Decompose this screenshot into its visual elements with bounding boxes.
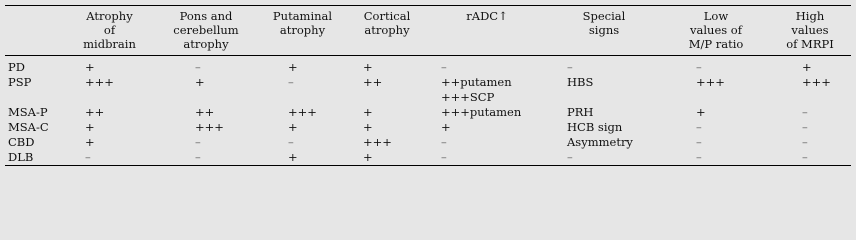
column-header-text: atrophy	[279, 23, 326, 37]
table-cell	[545, 105, 663, 120]
table-cell	[67, 56, 152, 76]
table-cell	[545, 150, 663, 166]
column-header-text: Cortical	[363, 9, 411, 23]
column-header	[67, 6, 152, 56]
cell-value: –	[288, 75, 294, 89]
table-cell	[545, 56, 663, 76]
table-cell	[545, 135, 663, 150]
table-cell	[345, 105, 429, 120]
table-cell	[152, 75, 260, 105]
table-cell	[345, 56, 429, 76]
cell-value: +	[195, 75, 205, 89]
column-header-text: rADC↑	[466, 9, 508, 23]
table-cell	[152, 120, 260, 135]
table-cell	[663, 150, 769, 166]
header-cell-empty	[5, 6, 67, 56]
table-cell	[769, 135, 851, 150]
table-cell	[769, 56, 851, 76]
table-body	[5, 56, 851, 166]
column-header-text: Low	[703, 9, 729, 23]
column-header-text: Putaminal	[272, 9, 333, 23]
cell-value: +	[85, 120, 95, 134]
cell-value: +	[288, 120, 298, 134]
cell-value: –	[802, 150, 808, 164]
table-row	[5, 56, 851, 76]
column-header-text: Pons and	[179, 9, 233, 23]
cell-value: +	[288, 60, 298, 74]
column-header-text: atrophy	[183, 37, 229, 51]
column-header-text: Atrophy	[86, 9, 133, 23]
cell-value: +++	[195, 120, 224, 134]
table-cell	[663, 105, 769, 120]
cell-value: +	[85, 60, 95, 74]
cell-value: –	[85, 150, 91, 164]
column-header-text: M/P ratio	[688, 37, 744, 51]
table-cell	[663, 75, 769, 105]
cell-value: –	[696, 120, 702, 134]
column-header-text: values	[791, 23, 829, 37]
cell-value: +	[696, 105, 706, 119]
cell-value: –	[567, 150, 573, 164]
table-cell	[769, 105, 851, 120]
cell-value: +++	[696, 75, 725, 89]
table-cell	[67, 75, 152, 105]
row-label: PD	[8, 60, 25, 74]
row-label: MSA-P	[8, 105, 48, 119]
column-header-text: values of	[690, 23, 742, 37]
column-header-text: atrophy	[364, 23, 410, 37]
cell-value: –	[195, 150, 201, 164]
cell-value: –	[567, 60, 573, 74]
table-cell	[345, 75, 429, 105]
cell-value: –	[802, 135, 808, 149]
cell-value: –	[441, 150, 447, 164]
table-row	[5, 120, 851, 135]
column-header	[545, 6, 663, 56]
table-cell	[260, 120, 345, 135]
cell-value: +++	[802, 75, 831, 89]
cell-value: +	[363, 150, 373, 164]
table-cell	[429, 105, 545, 120]
table-cell	[429, 150, 545, 166]
cell-value: +++putamen	[441, 105, 522, 119]
table-cell	[152, 56, 260, 76]
table-row	[5, 135, 851, 150]
cell-value: +	[441, 120, 451, 134]
cell-value: +++	[288, 105, 317, 119]
table-cell	[67, 120, 152, 135]
table-cell	[545, 75, 663, 105]
cell-value: HCB sign	[567, 120, 623, 134]
table-cell	[152, 135, 260, 150]
column-header-text: High	[795, 9, 825, 23]
table-cell	[429, 75, 545, 105]
table-cell	[663, 120, 769, 135]
cell-value: +	[288, 150, 298, 164]
cell-value: +	[802, 60, 812, 74]
row-label: MSA-C	[8, 120, 49, 134]
cell-value: –	[696, 60, 702, 74]
table-cell	[152, 150, 260, 166]
column-header	[429, 6, 545, 56]
column-header-text: of	[103, 23, 116, 37]
cell-value: +	[85, 135, 95, 149]
table-cell	[260, 135, 345, 150]
header-row	[5, 6, 851, 56]
cell-value: +++SCP	[441, 90, 495, 104]
row-label: PSP	[8, 75, 32, 89]
row-label: CBD	[8, 135, 35, 149]
table-cell	[345, 120, 429, 135]
table-cell	[769, 120, 851, 135]
table-cell	[67, 135, 152, 150]
column-header-text: signs	[588, 23, 620, 37]
table-cell	[429, 120, 545, 135]
table-cell	[260, 105, 345, 120]
table-row	[5, 105, 851, 120]
cell-value: ++	[195, 105, 215, 119]
table-row	[5, 75, 851, 105]
table-row	[5, 150, 851, 166]
comparison-table	[5, 5, 851, 166]
column-header	[663, 6, 769, 56]
table-cell	[545, 120, 663, 135]
cell-value: –	[802, 105, 808, 119]
cell-value: –	[696, 150, 702, 164]
cell-value: ++	[363, 75, 383, 89]
cell-value: –	[441, 60, 447, 74]
cell-value: –	[195, 135, 201, 149]
cell-value: –	[696, 135, 702, 149]
table-cell	[152, 105, 260, 120]
table-cell	[769, 75, 851, 105]
table-cell	[260, 150, 345, 166]
table-cell	[260, 75, 345, 105]
column-header	[769, 6, 851, 56]
table-cell	[345, 150, 429, 166]
column-header-text: of MRPI	[786, 37, 834, 51]
cell-value: –	[441, 135, 447, 149]
cell-value: –	[802, 120, 808, 134]
column-header	[260, 6, 345, 56]
table-cell	[345, 135, 429, 150]
table-cell	[67, 150, 152, 166]
table-cell	[663, 135, 769, 150]
column-header	[345, 6, 429, 56]
cell-value: PRH	[567, 105, 594, 119]
table-cell	[429, 56, 545, 76]
cell-value: +	[363, 105, 373, 119]
table-cell	[260, 56, 345, 76]
cell-value: +++	[85, 75, 114, 89]
column-header	[152, 6, 260, 56]
cell-value: +	[363, 60, 373, 74]
table-cell	[663, 56, 769, 76]
cell-value: +++	[363, 135, 392, 149]
row-label: DLB	[8, 150, 34, 164]
cell-value: ++	[85, 105, 105, 119]
cell-value: +	[363, 120, 373, 134]
cell-value: –	[195, 60, 201, 74]
column-header-text: Special	[582, 9, 626, 23]
column-header-text: midbrain	[83, 37, 136, 51]
table-cell	[429, 135, 545, 150]
cell-value: HBS	[567, 75, 594, 89]
column-header-text: cerebellum	[173, 23, 239, 37]
table-cell	[769, 150, 851, 166]
table-cell	[67, 105, 152, 120]
cell-value: Asymmetry	[567, 135, 633, 149]
cell-value: ++putamen	[441, 75, 512, 89]
cell-value: –	[288, 135, 294, 149]
